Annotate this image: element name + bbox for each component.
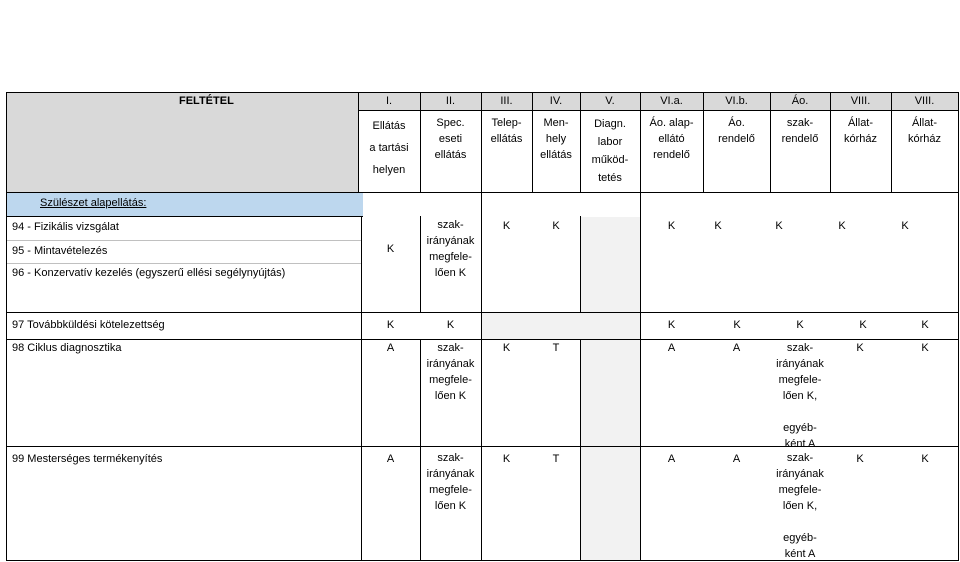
row97-col-8: K [796, 319, 804, 331]
row97-col-9: K [859, 319, 867, 331]
group1-col-3: K [502, 220, 511, 232]
row99-col-7: A [732, 453, 741, 465]
row-97-label: 97 Továbbküldési kötelezettség [12, 319, 165, 331]
row98-col-6: A [667, 342, 676, 354]
row97-shading [481, 313, 640, 339]
header-col-10-desc: Állat- kórház [907, 117, 942, 145]
group1-col-8: K [775, 220, 783, 232]
grid-line [6, 312, 958, 313]
row97-col-1: K [386, 319, 395, 331]
row99-col5-shading [581, 447, 640, 560]
header-col-2-desc: Spec. eseti ellátás [434, 117, 467, 161]
header-col-8-desc: szak- rendelő [781, 117, 819, 145]
header-feltetel: FELTÉTEL [179, 95, 234, 107]
grid-line [958, 92, 959, 561]
group1-col-7: K [714, 220, 722, 232]
row-94-label: 94 - Fizikális vizsgálat [12, 221, 119, 233]
row99-col-6: A [667, 453, 676, 465]
group1-col-4: K [552, 220, 560, 232]
header-col-4: IV. [549, 95, 563, 107]
group1-col-2: szak- irányának megfele- lően K [426, 219, 475, 279]
row98-col-4: T [552, 342, 560, 354]
row97-col-2: K [446, 319, 455, 331]
row-95-label: 95 - Mintavételezés [12, 245, 108, 257]
row99-col-2: szak- irányának megfele- lően K [426, 452, 475, 512]
group1-col-1: K [386, 243, 395, 255]
row97-col-6: K [667, 319, 676, 331]
row99-col-3: K [502, 453, 511, 465]
row-98-label: 98 Ciklus diagnosztika [12, 342, 122, 354]
group1-col-10: K [901, 220, 909, 232]
row98-col5-shading [581, 340, 640, 446]
grid-line [6, 263, 361, 264]
header-col-9: VIII. [850, 95, 871, 107]
header-col-3: III. [500, 95, 513, 107]
grid-line [6, 92, 7, 561]
grid-line [6, 240, 361, 241]
section-title: Szülészet alapellátás: [40, 197, 147, 209]
row-99-label: 99 Mesterséges termékenyítés [12, 453, 163, 465]
header-col-5-desc: Diagn. labor működ- tetés [591, 118, 629, 184]
row98-col-7: A [732, 342, 741, 354]
row97-col-7: K [733, 319, 741, 331]
row99-col-4: T [552, 453, 560, 465]
row98-col-10: K [921, 342, 929, 354]
group1-col5-shading [581, 217, 640, 312]
header-col-4-desc: Men- hely ellátás [540, 117, 572, 161]
header-col-5: V. [605, 95, 615, 107]
row98-col-3: K [502, 342, 511, 354]
row99-col-9: K [856, 453, 864, 465]
row98-col-1: A [386, 342, 395, 354]
group1-col-6: K [667, 220, 676, 232]
row-96-label: 96 - Konzervatív kezelés (egyszerű ellési segélynyújtás) [12, 267, 286, 279]
row97-col-10: K [921, 319, 929, 331]
header-col-7-desc: Áo. rendelő [718, 117, 755, 145]
header-col-7: VI.b. [725, 95, 748, 107]
grid-line [6, 192, 958, 193]
grid-line [580, 339, 581, 561]
grid-line [580, 216, 581, 313]
header-col-1: I. [385, 95, 393, 107]
grid-line [358, 110, 958, 111]
row99-col-8: szak- irányának megfele- lően K, egyéb- ként A [776, 452, 824, 560]
header-col-8: Áo. [791, 95, 809, 107]
header-col-1-desc: Ellátás a tartási helyen [369, 120, 409, 176]
row99-col-1: A [386, 453, 395, 465]
header-col-6: VI.a. [660, 95, 683, 107]
header-col-3-desc: Telep- ellátás [490, 117, 523, 145]
header-col-2: II. [445, 95, 456, 107]
grid-line [6, 92, 958, 93]
header-col-9-desc: Állat- kórház [843, 117, 878, 145]
grid-line [6, 216, 363, 217]
header-col-6-desc: Áo. alap- ellátó rendelő [649, 117, 694, 161]
header-col-10: VIII. [914, 95, 935, 107]
row99-col-10: K [921, 453, 929, 465]
row98-col-8: szak- irányának megfele- lően K, egyéb- ként A [776, 342, 824, 450]
group1-col-9: K [838, 220, 846, 232]
row98-col-2: szak- irányának megfele- lően K [426, 342, 475, 402]
grid-line [481, 92, 482, 561]
row98-col-9: K [856, 342, 864, 354]
grid-line [361, 216, 362, 561]
